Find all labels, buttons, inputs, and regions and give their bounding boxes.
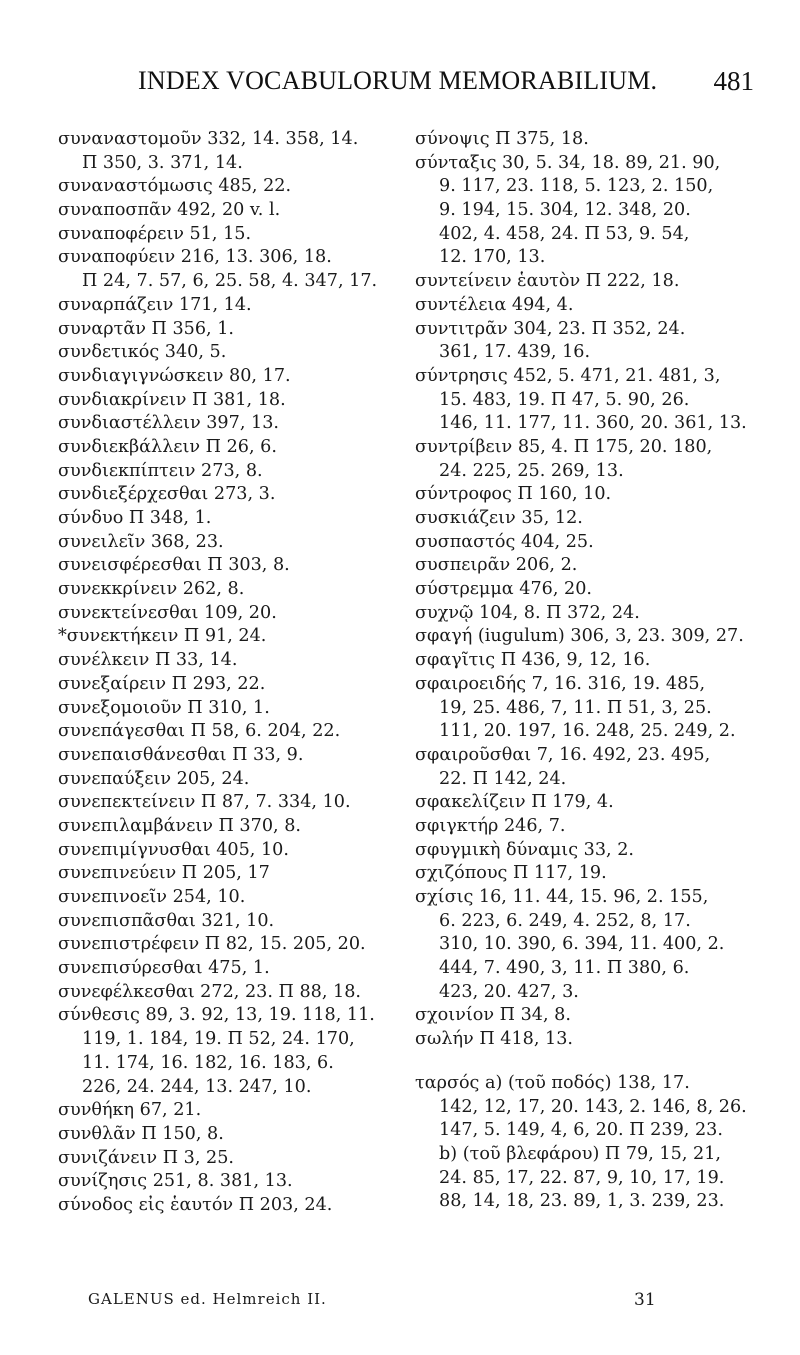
index-entry: σύντροφος Π 160, 10. xyxy=(415,484,612,505)
index-entry: σχιζόπους Π 117, 19. xyxy=(415,863,607,884)
index-entry: συνδετικός 340, 5. xyxy=(58,342,227,363)
index-entry: σφαιροειδής 7, 16. 316, 19. 485, xyxy=(415,673,706,694)
index-entry-continuation: 147, 5. 149, 4, 6, 20. Π 239, 23. xyxy=(439,1120,723,1141)
index-entry: σύνθεσις 89, 3. 92, 13, 19. 118, 11. xyxy=(58,1005,375,1026)
index-entry-continuation: 361, 17. 439, 16. xyxy=(439,342,591,363)
index-entry: σωλήν Π 418, 13. xyxy=(415,1029,574,1050)
index-entry: συναρτᾶν Π 356, 1. xyxy=(58,318,235,339)
index-entry-continuation: 19, 25. 486, 7, 11. Π 51, 3, 25. xyxy=(439,697,712,718)
index-entry: συνδιαστέλλειν 397, 13. xyxy=(58,413,279,434)
index-entry: σχίσις 16, 11. 44, 15. 96, 2. 155, xyxy=(415,887,709,907)
index-entry: συνεξαίρειν Π 293, 22. xyxy=(58,673,266,694)
index-entry: συναποφέρειν 51, 15. xyxy=(58,223,252,244)
index-entry: συνεπεκτείνειν Π 87, 7. 334, 10. xyxy=(58,792,351,813)
index-entry: σφακελίζειν Π 179, 4. xyxy=(415,792,614,813)
index-entry-continuation: 24. 225, 25. 269, 13. xyxy=(439,460,624,481)
index-entry: συνειλεῖν 368, 23. xyxy=(58,531,224,552)
index-entry: συναναστομοῦν 332, 14. 358, 14. xyxy=(58,129,359,149)
footer-sheet-number: 31 xyxy=(634,1290,656,1310)
index-entry-continuation: 22. Π 142, 24. xyxy=(439,768,567,789)
index-entry-continuation: 11. 174, 16. 182, 16. 183, 6. xyxy=(82,1052,334,1073)
index-entry: συναρπάζειν 171, 14. xyxy=(58,294,252,315)
index-column-right xyxy=(415,128,775,1214)
index-entry: συνδιεξέρχεσθαι 273, 3. xyxy=(58,484,276,505)
index-entry: συνεπισπᾶσθαι 321, 10. xyxy=(58,910,275,931)
index-entry: συσκιάζειν 35, 12. xyxy=(415,508,583,528)
index-entry: συχνῷ 104, 8. Π 372, 24. xyxy=(415,602,640,623)
index-entry-continuation: 444, 7. 490, 3, 11. Π 380, 6. xyxy=(439,958,690,979)
index-entry: σφυγμικὴ δύναμις 33, 2. xyxy=(415,839,635,860)
index-entry: συσπειρᾶν 206, 2. xyxy=(415,555,578,576)
index-entry: *συνεκτήκειν Π 91, 24. xyxy=(58,626,267,647)
index-entry: συνεπινοεῖν 254, 10. xyxy=(58,887,246,907)
index-entry: συνεπινεύειν Π 205, 17 xyxy=(58,863,270,884)
index-entry-continuation: 119, 1. 184, 19. Π 52, 24. 170, xyxy=(82,1029,355,1050)
index-entry: συναναστόμωσις 485, 22. xyxy=(58,176,292,197)
index-entry-continuation: 9. 194, 15. 304, 12. 348, 20. xyxy=(439,200,691,221)
section-spacer xyxy=(415,1052,775,1072)
index-entry: συνέλκειν Π 33, 14. xyxy=(58,650,238,671)
index-entry: συνεπαύξειν 205, 24. xyxy=(58,768,250,789)
index-entry-continuation: 423, 20. 427, 3. xyxy=(439,981,579,1002)
index-entry-continuation: 88, 14, 18, 23. 89, 1, 3. 239, 23. xyxy=(439,1191,725,1212)
index-entry: συνδιαγιγνώσκειν 80, 17. xyxy=(58,365,291,386)
index-entry-continuation: 9. 117, 23. 118, 5. 123, 2. 150, xyxy=(439,176,714,197)
index-entry-continuation: b) (τοῦ βλεφάρου) Π 79, 15, 21, xyxy=(439,1143,721,1164)
index-entry: συνδιεκπίπτειν 273, 8. xyxy=(58,460,263,481)
index-entry: συντρίβειν 85, 4. Π 175, 20. 180, xyxy=(415,436,713,457)
index-entry: σφιγκτήρ 246, 7. xyxy=(415,815,566,836)
index-entry-continuation: 111, 20. 197, 16. 248, 25. 249, 2. xyxy=(439,721,736,742)
index-entry: συνθλᾶν Π 150, 8. xyxy=(58,1123,224,1144)
index-entry: συναποφύειν 216, 13. 306, 18. xyxy=(58,247,332,268)
index-entry-continuation: 310, 10. 390, 6. 394, 11. 400, 2. xyxy=(439,934,725,955)
index-entry-continuation: 6. 223, 6. 249, 4. 252, 8, 17. xyxy=(439,910,691,931)
index-entry: συνεπιμίγνυσθαι 405, 10. xyxy=(58,839,289,860)
index-entry: συναποσπᾶν 492, 20 v. l. xyxy=(58,200,281,221)
index-entry: ταρσός a) (τοῦ ποδός) 138, 17. xyxy=(415,1072,690,1093)
index-entry: συνεπισύρεσθαι 475, 1. xyxy=(58,958,270,979)
index-entry: συνεκτείνεσθαι 109, 20. xyxy=(58,602,277,623)
index-entry: συνδιακρίνειν Π 381, 18. xyxy=(58,389,286,410)
footer-signature: GALENUS ed. Helmreich II. xyxy=(88,1290,327,1308)
index-entry: σφαιροῦσθαι 7, 16. 492, 23. 495, xyxy=(415,744,711,765)
index-entry-continuation: 24. 85, 17, 22. 87, 9, 10, 17, 19. xyxy=(439,1167,725,1188)
index-column-left xyxy=(58,128,398,1218)
index-entry: συνεπαισθάνεσθαι Π 33, 9. xyxy=(58,744,304,765)
index-entry: συνεκκρίνειν 262, 8. xyxy=(58,579,245,600)
index-entry: σχοινίον Π 34, 8. xyxy=(415,1005,571,1026)
page-header xyxy=(58,66,754,106)
index-entry: σύστρεμμα 476, 20. xyxy=(415,579,592,600)
index-entry-continuation: Π 350, 3. 371, 14. xyxy=(82,152,243,173)
running-title: INDEX VOCABULORUM MEMORABILIUM. xyxy=(138,66,658,95)
index-entry-continuation: 15. 483, 19. Π 47, 5. 90, 26. xyxy=(439,389,690,410)
index-entry-continuation: Π 24, 7. 57, 6, 25. 58, 4. 347, 17. xyxy=(82,271,378,292)
index-entry: συνίζησις 251, 8. 381, 13. xyxy=(58,1171,293,1192)
page-footer xyxy=(58,1290,754,1318)
index-entry: συνεπιλαμβάνειν Π 370, 8. xyxy=(58,815,301,836)
index-entry: σφαγῖτις Π 436, 9, 12, 16. xyxy=(415,650,651,671)
index-entry: συντέλεια 494, 4. xyxy=(415,294,574,315)
index-entry: συνδιεκβάλλειν Π 26, 6. xyxy=(58,436,277,457)
page-number: 481 xyxy=(713,66,754,96)
index-entry-continuation: 12. 170, 13. xyxy=(439,247,546,268)
index-entry: συνεφέλκεσθαι 272, 23. Π 88, 18. xyxy=(58,981,362,1002)
index-entry: συντιτρᾶν 304, 23. Π 352, 24. xyxy=(415,318,686,339)
index-entry: συνεπάγεσθαι Π 58, 6. 204, 22. xyxy=(58,721,341,742)
index-entry: συνιζάνειν Π 3, 25. xyxy=(58,1147,235,1168)
index-entry: συνεπιστρέφειν Π 82, 15. 205, 20. xyxy=(58,934,366,955)
index-entry: σύντρησις 452, 5. 471, 21. 481, 3, xyxy=(415,365,721,386)
index-entry: συνεξομοιοῦν Π 310, 1. xyxy=(58,697,270,718)
index-entry: σύνοδος εἰς ἑαυτόν Π 203, 24. xyxy=(58,1194,333,1215)
index-entry-continuation: 402, 4. 458, 24. Π 53, 9. 54, xyxy=(439,223,690,244)
index-entry: σφαγή (iugulum) 306, 3, 23. 309, 27. xyxy=(415,626,744,647)
index-entry: συσπαστός 404, 25. xyxy=(415,531,594,552)
index-entry: σύνοψις Π 375, 18. xyxy=(415,129,589,149)
index-entry: συνθήκη 67, 21. xyxy=(58,1100,202,1121)
index-entry-continuation: 226, 24. 244, 13. 247, 10. xyxy=(82,1076,312,1097)
index-entry-continuation: 146, 11. 177, 11. 360, 20. 361, 13. xyxy=(439,413,747,434)
index-entry: συντείνειν ἑαυτὸν Π 222, 18. xyxy=(415,271,680,292)
index-entry-continuation: 142, 12, 17, 20. 143, 2. 146, 8, 26. xyxy=(439,1096,747,1117)
index-entry: συνεισφέρεσθαι Π 303, 8. xyxy=(58,555,290,576)
index-entry: σύνδυο Π 348, 1. xyxy=(58,508,212,528)
index-entry: σύνταξις 30, 5. 34, 18. 89, 21. 90, xyxy=(415,152,721,173)
